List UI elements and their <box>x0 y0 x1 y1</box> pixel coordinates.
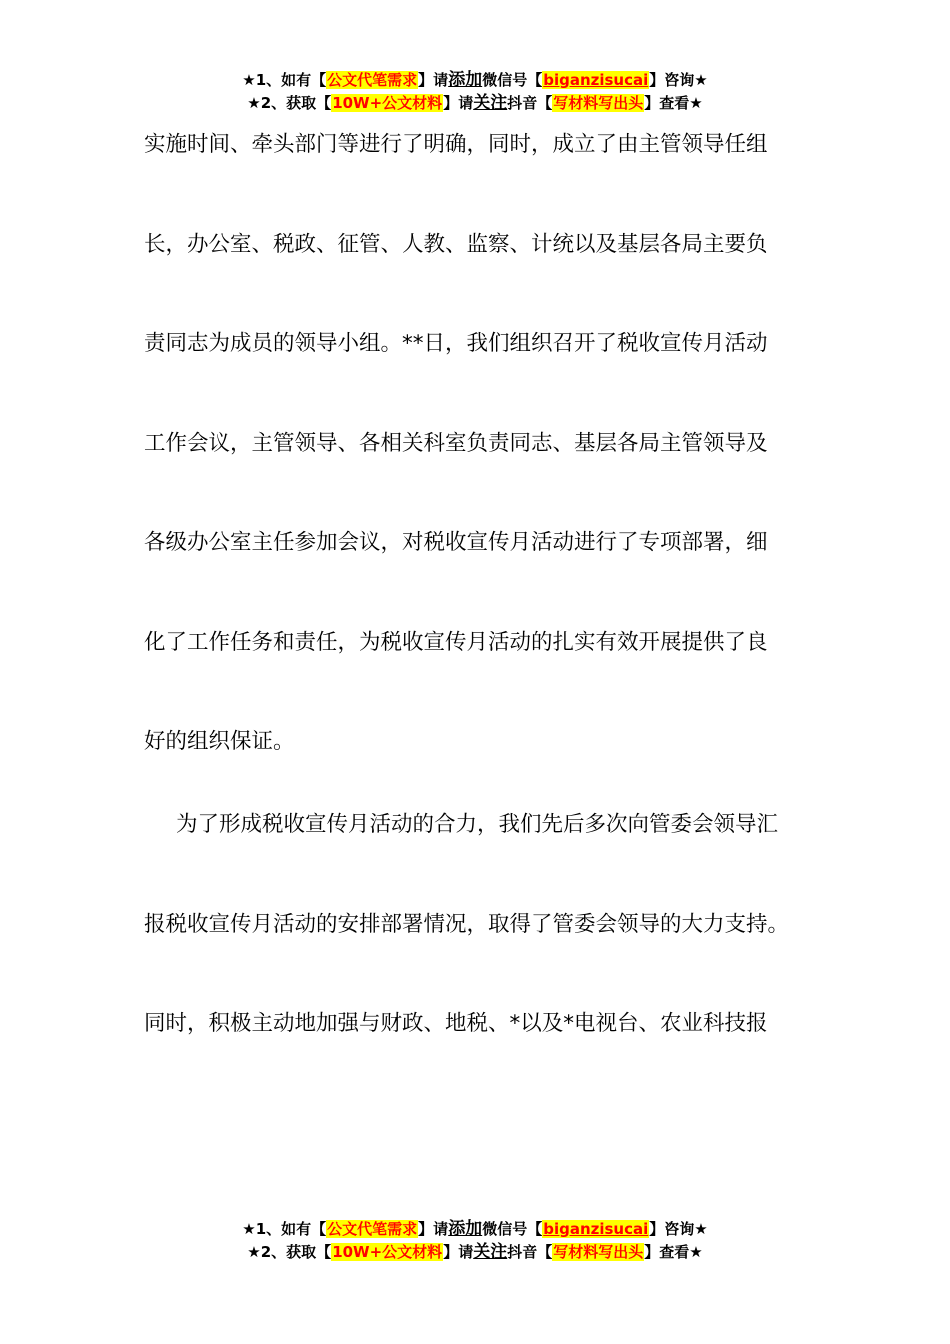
body-line: 为了形成税收宣传月活动的合力，我们先后多次向管委会领导汇 <box>176 812 779 837</box>
body-line: 长，办公室、税政、征管、人教、监察、计统以及基层各局主要负 <box>144 232 768 257</box>
header-banner <box>0 69 950 115</box>
banner-text: 】请 <box>443 1243 474 1261</box>
banner-text: 抖音【 <box>507 1243 553 1261</box>
banner-line-1 <box>0 1218 950 1241</box>
body-line: 实施时间、牵头部门等进行了明确，同时，成立了由主管领导任组 <box>144 132 768 157</box>
body-line: 工作会议，主管领导、各相关科室负责同志、基层各局主管领导及 <box>144 431 768 456</box>
banner-text: 】查看★ <box>644 94 703 112</box>
banner-emphasis: 关注 <box>473 93 508 113</box>
banner-highlight: 10W+公文材料 <box>332 1243 443 1261</box>
banner-highlight: 公文代笔需求 <box>327 71 418 89</box>
banner-line-1 <box>0 69 950 92</box>
wechat-id-highlight: biganzisucai <box>543 71 649 89</box>
banner-text: 】咨询★ <box>649 1220 708 1238</box>
banner-text: ★1、如有【 <box>242 71 327 89</box>
banner-emphasis: 关注 <box>473 1242 508 1262</box>
banner-text: 抖音【 <box>507 94 553 112</box>
douyin-id-highlight: 写材料写出头 <box>553 1243 644 1261</box>
douyin-id-highlight: 写材料写出头 <box>553 94 644 112</box>
banner-text: 微信号【 <box>482 71 543 89</box>
banner-text: ★2、获取【 <box>247 1243 332 1261</box>
banner-text: 】请 <box>443 94 474 112</box>
banner-line-2 <box>0 92 950 115</box>
banner-text: 】查看★ <box>644 1243 703 1261</box>
banner-line-2 <box>0 1241 950 1264</box>
body-line: 责同志为成员的领导小组。**日，我们组织召开了税收宣传月活动 <box>144 331 768 356</box>
body-line: 化了工作任务和责任，为税收宣传月活动的扎实有效开展提供了良 <box>144 630 768 655</box>
body-line: 好的组织保证。 <box>144 729 295 754</box>
wechat-id-highlight: biganzisucai <box>543 1220 649 1238</box>
body-line: 同时，积极主动地加强与财政、地税、*以及*电视台、农业科技报 <box>144 1011 768 1036</box>
banner-highlight: 10W+公文材料 <box>332 94 443 112</box>
body-line: 报税收宣传月活动的安排部署情况，取得了管委会领导的大力支持。 <box>144 912 790 937</box>
banner-text: ★2、获取【 <box>247 94 332 112</box>
banner-text: 】请 <box>418 71 449 89</box>
banner-text: 】请 <box>418 1220 449 1238</box>
banner-highlight: 公文代笔需求 <box>327 1220 418 1238</box>
banner-text: 微信号【 <box>482 1220 543 1238</box>
footer-banner <box>0 1218 950 1264</box>
banner-text: ★1、如有【 <box>242 1220 327 1238</box>
body-line: 各级办公室主任参加会议，对税收宣传月活动进行了专项部署，细 <box>144 530 768 555</box>
banner-emphasis: 添加 <box>448 1219 483 1239</box>
banner-emphasis: 添加 <box>448 70 483 90</box>
banner-text: 】咨询★ <box>649 71 708 89</box>
